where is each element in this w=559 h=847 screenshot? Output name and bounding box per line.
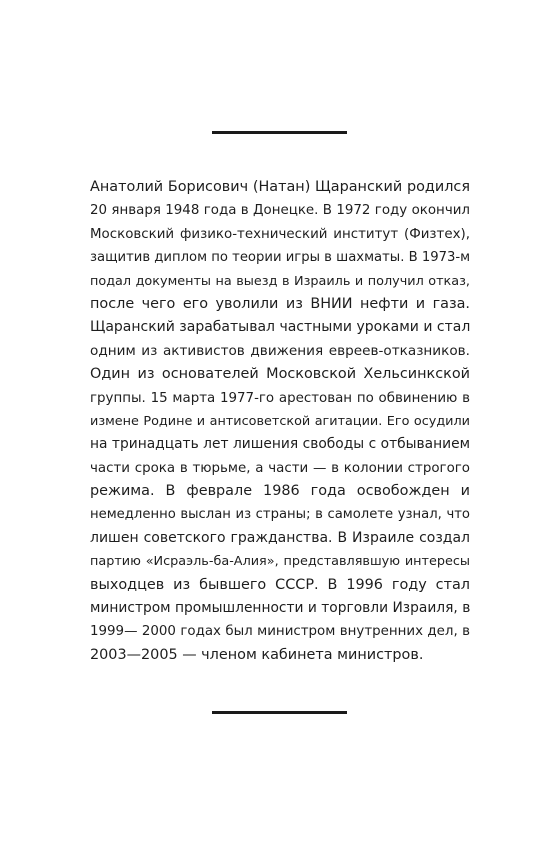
text-line: Щаранский зарабатывал частными уроками и стал (90, 319, 470, 336)
text-line: 1999— 2000 годах был министром внутренних дел, в (90, 624, 470, 640)
bottom-divider (212, 711, 347, 714)
text-line: подал документы на выезд в Израиль и получил отказ, (90, 273, 470, 289)
text-line: группы. 15 марта 1977-го арестован по обвинению в (90, 390, 470, 406)
text-line: 2003—2005 — членом кабинета министров. (90, 646, 424, 663)
text-line: Один из основателей Московской Хельсинкской (90, 366, 470, 383)
biography-paragraph (90, 176, 470, 667)
text-line: измене Родине и антисоветской агитации. Его осудили (90, 413, 470, 429)
text-line: немедленно выслан из страны; в самолете узнал, что (90, 507, 470, 523)
text-line: Анатолий Борисович (Натан) Щаранский родился (90, 179, 470, 195)
text-line: лишен советского гражданства. В Израиле создал (90, 529, 470, 546)
text-line: Московский физико-технический институт (Физтех), (90, 226, 470, 242)
text-line: одним из активистов движения евреев-отказников. (90, 342, 470, 359)
text-line: выходцев из бывшего СССР. В 1996 году стал (90, 576, 470, 593)
text-line: на тринадцать лет лишения свободы с отбыванием (90, 436, 470, 453)
text-line: партию «Исраэль-ба-Алия», представлявшую интересы (90, 554, 470, 570)
top-divider (212, 131, 347, 134)
text-line: части срока в тюрьме, а части — в колонии строгого (90, 460, 470, 476)
text-line: защитив диплом по теории игры в шахматы. В 1973-м (90, 250, 470, 266)
text-line: режима. В феврале 1986 года освобожден и (90, 483, 470, 500)
text-line: министром промышленности и торговли Израиля, в (90, 600, 470, 617)
text-line: 20 января 1948 года в Донецке. В 1972 году окончил (90, 203, 470, 219)
text-line: после чего его уволили из ВНИИ нефти и газа. (90, 295, 470, 312)
